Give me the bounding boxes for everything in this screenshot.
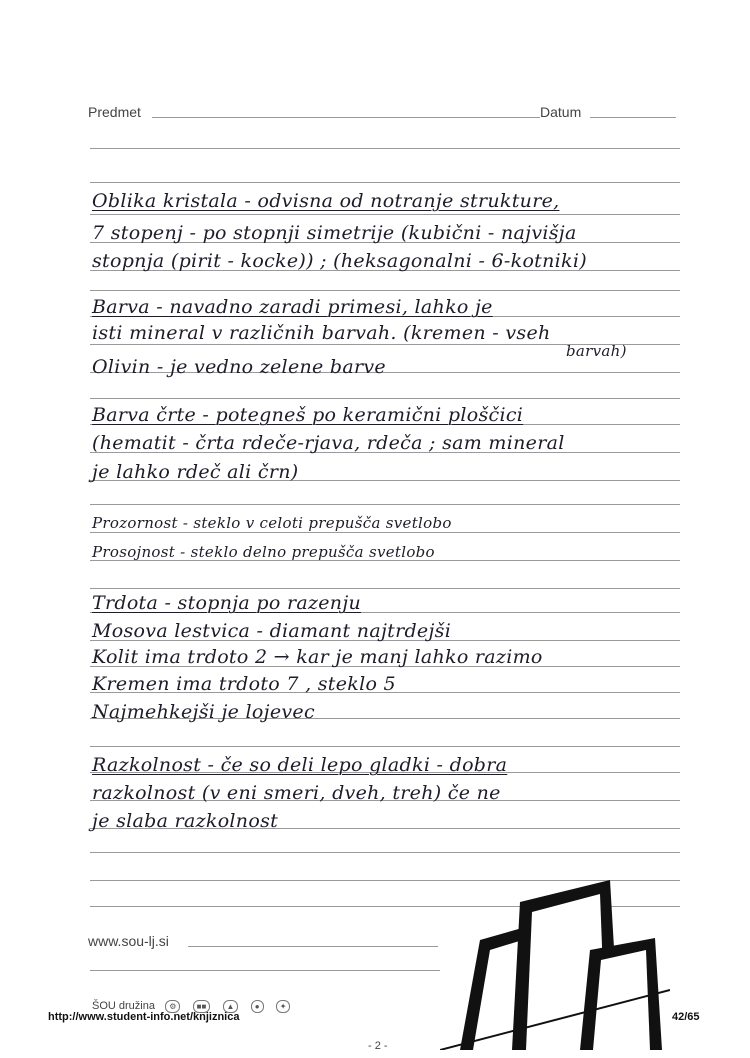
page-number: - 2 - — [368, 1040, 388, 1052]
note-line: Najmehkejši je lojevec — [92, 701, 315, 723]
note-line: (hematit - črta rdeče-rjava, rdeča ; sam mineral — [92, 432, 565, 454]
note-line: stopnja (pirit - kocke)) ; (heksagonalni - 6-kotniki) — [92, 250, 587, 272]
note-line: Barva črte - potegneš po keramični ploščici — [92, 404, 524, 426]
subject-label: Predmet — [88, 104, 141, 120]
org-label: ŠOU družina — [92, 1000, 155, 1012]
ruled-line — [90, 504, 680, 505]
note-line: razkolnost (v eni smeri, dveh, treh) če ne — [92, 782, 501, 804]
ruled-line — [90, 532, 680, 533]
note-line: barvah) — [566, 342, 627, 360]
page-counter: 42/65 — [672, 1011, 700, 1023]
ruled-line — [90, 214, 680, 215]
ruled-line — [90, 398, 680, 399]
note-line: Kolit ima trdoto 2 → kar je manj lahko razimo — [92, 646, 543, 668]
sponsor-logo: ▲ — [223, 1000, 239, 1013]
note-line: Prosojnost - steklo delno prepušča svetlobo — [92, 543, 435, 561]
date-line — [590, 117, 676, 118]
graphic-block — [593, 950, 650, 1050]
ruled-line — [90, 290, 680, 291]
note-line: Mosova lestvica - diamant najtrdejši — [92, 620, 452, 642]
note-line: isti mineral v različnih barvah. (kremen - vseh — [92, 322, 551, 344]
ruled-line — [90, 852, 680, 853]
ruled-line — [90, 588, 680, 589]
note-line: Oblika kristala - odvisna od notranje strukture, — [92, 190, 560, 212]
subject-line — [152, 117, 540, 118]
ruled-line — [90, 746, 680, 747]
date-label: Datum — [540, 104, 582, 120]
decorative-graphic — [440, 880, 670, 1050]
note-line: Kremen ima trdoto 7 , steklo 5 — [92, 673, 396, 695]
footer-line — [188, 946, 438, 947]
note-line: je slaba razkolnost — [92, 810, 279, 832]
note-line: Olivin - je vedno zelene barve — [92, 356, 386, 378]
website-label: www.sou-lj.si — [88, 933, 169, 949]
sponsor-logo: ● — [251, 1000, 264, 1013]
note-line: Razkolnost - če so deli lepo gladki - dobra — [92, 754, 508, 776]
sponsor-logo: ✦ — [276, 1000, 291, 1013]
note-line: je lahko rdeč ali črn) — [92, 461, 299, 483]
note-line: Barva - navadno zaradi primesi, lahko je — [92, 296, 493, 318]
note-line: Prozornost - steklo v celoti prepušča svetlobo — [92, 514, 452, 532]
ruled-line — [90, 148, 680, 149]
footer-line — [90, 970, 440, 971]
source-link[interactable]: http://www.student-info.net/knjiznica — [48, 1011, 240, 1023]
sponsor-logo: ⚙ — [165, 1000, 180, 1013]
sponsor-logo: ■■ — [193, 1000, 211, 1013]
note-line: Trdota - stopnja po razenju — [92, 592, 362, 614]
note-line: 7 stopenj - po stopnji simetrije (kubični - najvišja — [92, 222, 577, 244]
ruled-line — [90, 182, 680, 183]
